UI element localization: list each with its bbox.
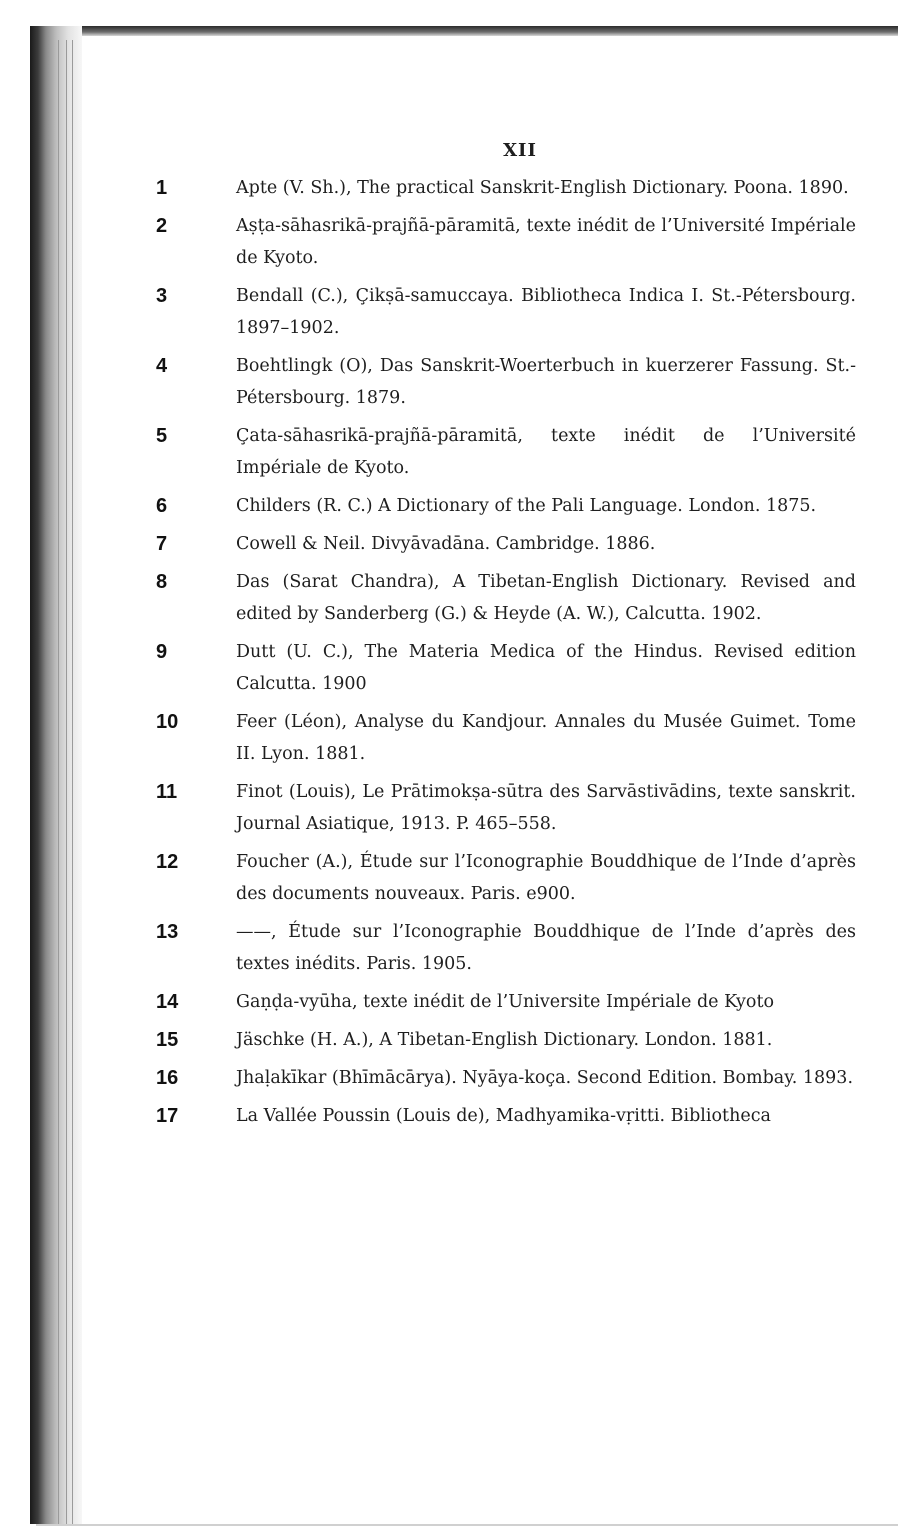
bibliography-entry bbox=[156, 490, 856, 522]
entry-text: Dutt (U. C.), The Materia Medica of the Hindus. Revised edition Calcutta. 1900 bbox=[236, 642, 856, 694]
entry-number: 7 bbox=[156, 533, 168, 555]
binding-line bbox=[66, 40, 67, 1526]
entry-text: Foucher (A.), Étude sur l’Iconographie Bouddhique de l’Inde d’après des documents nouveaux. Paris. e900. bbox=[236, 852, 856, 904]
entry-number: 4 bbox=[156, 355, 168, 377]
entry-number: 3 bbox=[156, 285, 168, 307]
entry-number: 8 bbox=[156, 571, 168, 593]
bibliography-entry bbox=[156, 1100, 856, 1132]
bibliography-entry bbox=[156, 528, 856, 560]
page-number: XII bbox=[503, 140, 537, 161]
entry-text: ——, Étude sur l’Iconographie Bouddhique de l’Inde d’après des textes inédits. Paris. 1905. bbox=[236, 922, 856, 974]
entry-text: Gaṇḍa-vyūha, texte inédit de l’Universite Impériale de Kyoto bbox=[236, 992, 775, 1012]
entry-number: 2 bbox=[156, 215, 168, 237]
entry-text: Feer (Léon), Analyse du Kandjour. Annales du Musée Guimet. Tome II. Lyon. 1881. bbox=[236, 712, 856, 764]
bibliography-entry bbox=[156, 1024, 856, 1056]
bibliography-entry bbox=[156, 986, 856, 1018]
entry-number: 9 bbox=[156, 641, 168, 663]
bibliography-entry bbox=[156, 1062, 856, 1094]
entry-number: 10 bbox=[156, 711, 179, 733]
entry-number: 11 bbox=[156, 781, 178, 803]
bibliography-entry bbox=[156, 846, 856, 910]
entry-text: Childers (R. C.) A Dictionary of the Pali Language. London. 1875. bbox=[236, 496, 817, 516]
bibliography-entry bbox=[156, 636, 856, 700]
entry-text: Jhaḷakīkar (Bhīmācārya). Nyāya-koça. Second Edition. Bombay. 1893. bbox=[236, 1068, 854, 1088]
entry-text: Finot (Louis), Le Prātimokṣa-sūtra des Sarvāstivādins, texte sanskrit. Journal Asiatique, 1913. P. 465–558. bbox=[236, 782, 856, 834]
entry-text: Boehtlingk (O), Das Sanskrit-Woerterbuch in kuerzerer Fassung. St.-Pétersbourg. 1879. bbox=[236, 356, 856, 408]
bibliography-entry bbox=[156, 706, 856, 770]
binding-line bbox=[58, 40, 59, 1526]
bibliography-entry bbox=[156, 210, 856, 274]
entry-text: La Vallée Poussin (Louis de), Madhyamika-vṛitti. Bibliotheca bbox=[236, 1106, 771, 1126]
bibliography-entry bbox=[156, 776, 856, 840]
bibliography-entry bbox=[156, 172, 856, 204]
entry-number: 17 bbox=[156, 1105, 179, 1127]
entry-text: Das (Sarat Chandra), A Tibetan-English Dictionary. Revised and edited by Sanderberg (G.) & Heyde (A. W.), Calcutta. 1902. bbox=[236, 572, 856, 624]
scan-top-edge bbox=[36, 26, 898, 36]
entry-number: 1 bbox=[156, 177, 168, 199]
bibliography-entry bbox=[156, 566, 856, 630]
entry-number: 14 bbox=[156, 991, 179, 1013]
book-binding-shadow bbox=[30, 26, 82, 1524]
bibliography-entry bbox=[156, 350, 856, 414]
entry-text: Bendall (C.), Çikṣā-samuccaya. Bibliotheca Indica I. St.-Pétersbourg. 1897–1902. bbox=[236, 286, 856, 338]
bibliography-entry bbox=[156, 916, 856, 980]
entry-text: Cowell & Neil. Divyāvadāna. Cambridge. 1886. bbox=[236, 534, 656, 554]
entry-number: 15 bbox=[156, 1029, 179, 1051]
entry-number: 12 bbox=[156, 851, 179, 873]
binding-line bbox=[72, 40, 73, 1526]
entry-number: 13 bbox=[156, 921, 179, 943]
bibliography-list bbox=[156, 172, 856, 1138]
bibliography-entry bbox=[156, 420, 856, 484]
entry-number: 5 bbox=[156, 425, 168, 447]
entry-text: Jäschke (H. A.), A Tibetan-English Dictionary. London. 1881. bbox=[236, 1030, 773, 1050]
entry-number: 16 bbox=[156, 1067, 179, 1089]
entry-text: Aṣṭa-sāhasrikā-prajñā-pāramitā, texte inédit de l’Université Impériale de Kyoto. bbox=[236, 216, 856, 268]
bibliography-entry bbox=[156, 280, 856, 344]
entry-number: 6 bbox=[156, 495, 168, 517]
entry-text: Apte (V. Sh.), The practical Sanskrit-English Dictionary. Poona. 1890. bbox=[236, 178, 849, 198]
entry-text: Çata-sāhasrikā-prajñā-pāramitā, texte inédit de l’Université Impériale de Kyoto. bbox=[236, 426, 856, 478]
